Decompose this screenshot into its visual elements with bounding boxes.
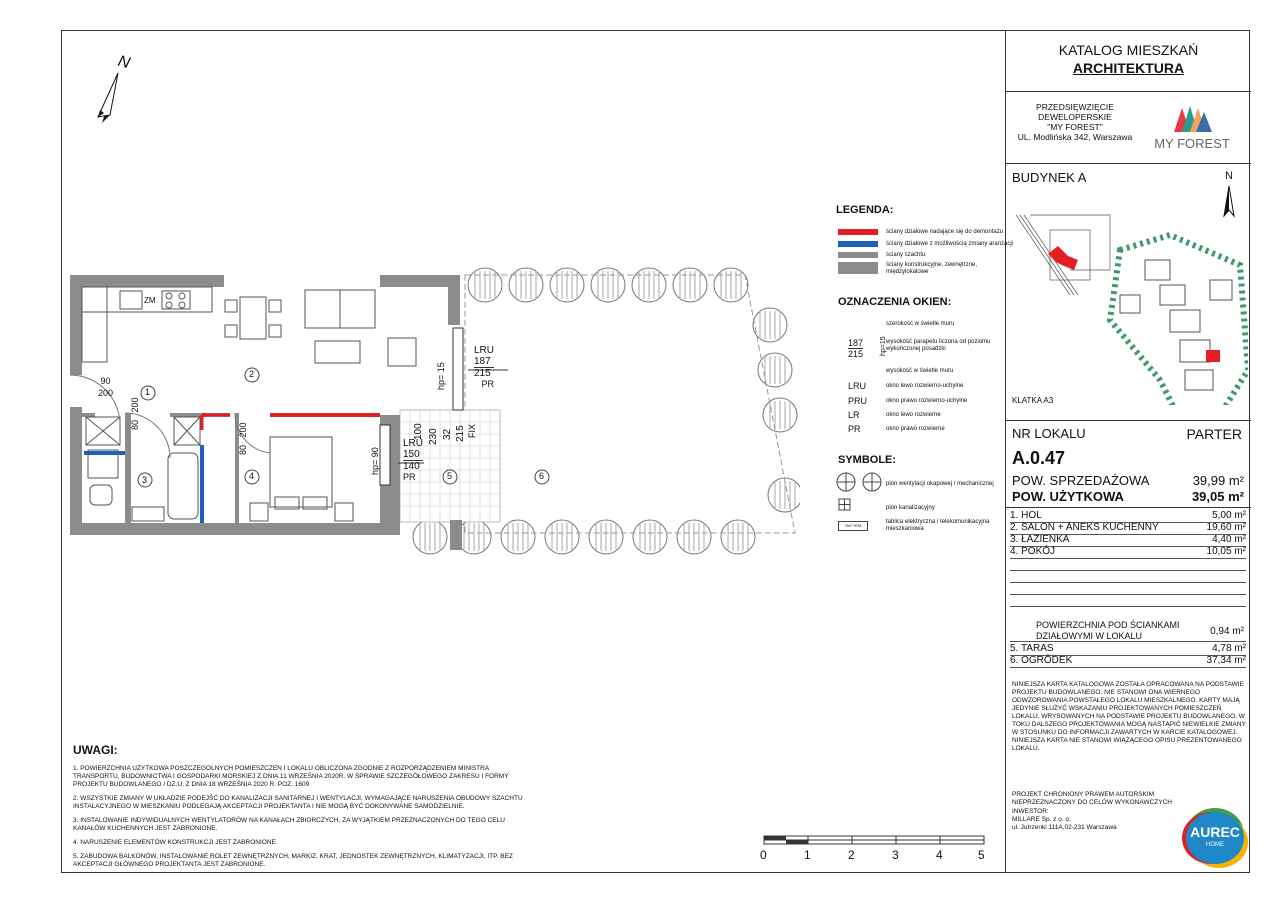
- legend-title: LEGENDA:: [836, 204, 894, 216]
- catalog-title: KATALOG MIESZKAŃ: [1058, 42, 1199, 58]
- window-code-pr-text: okno prawo rozwierne: [886, 426, 945, 432]
- outdoor-row: 6. OGRÓDEK 37,34 m²: [1010, 655, 1246, 666]
- note-1: 1. POWIERZCHNIA UŻYTKOWA POSZCZEGÓLNYCH POMIESZCZEŃ I LOKALU OBLICZONA ZGODNIE Z ROZPORZĄDZENIEM MINISTRA TRANSPORTU, BUDOWNICTWA I GOSPODARKI MORSKIEJ Z DNIA 11 WRZEŚNIA 2020R. W SPRAWIE SZCZEGÓŁOWEGO ZAKRESU I FORMY PROJEKTU BUDOWLANEGO / DZ.U. Z DNIA 18 WRZEŚNIA 2020 R. POZ. 1609: [73, 765, 509, 788]
- legend-swatch-blue: [838, 241, 878, 247]
- room-row: 1. HOL 5,00 m²: [1010, 510, 1246, 521]
- notes-list: [73, 765, 523, 871]
- my-forest-logo-icon: [1170, 104, 1214, 134]
- investor-info: INWESTOR: MILLARE Sp. z o. o. ul. Jutrzenki 111A,02-231 Warszawa: [1012, 808, 1117, 831]
- room-row-empty: [1010, 594, 1246, 607]
- window-code-lr-text: okno lewo rozwierne: [886, 412, 941, 418]
- window-code-lru-text: okno lewo rozwierno-uchylne: [886, 383, 964, 389]
- window-code-lru: LRU: [848, 381, 867, 391]
- usable-area-label: POW. UŻYTKOWA: [1012, 489, 1124, 504]
- fix-window-type: FIX: [467, 423, 477, 438]
- ventilation-icon: [836, 472, 886, 492]
- windows-title: OZNACZENIA OKIEN:: [838, 296, 952, 308]
- symbol-text-1: pion wentylacji okapowej / mechanicznej: [886, 481, 994, 487]
- note-2: 2. WSZYSTKIE ZMIANY W UKŁADZIE PODEJŚĆ DO KANALIZACJI SANITARNEJ I WENTYLACJI, WYMAGAJĄCE NARUSZENIA OBUDOWY SZACHTU INSTALACYJNEGO W MIESZKANIU PODLEGAJĄ AKCEPTACJI PROJEKTANTA I NIE MOGĄ BYĆ DOKONYWANE SAMODZIELNIE.: [73, 795, 523, 810]
- room-number-6: 6: [539, 471, 545, 481]
- window-sample: 187 215: [848, 338, 864, 359]
- sale-area-value: 39,99 m²: [1192, 473, 1244, 488]
- copyright-note: PROJEKT CHRONIONY PRAWEM AUTORSKIM NIEPRZEZNACZONY DO CELÓW WYKONAWCZYCH: [1012, 791, 1172, 806]
- legend-text-4: ściany konstrukcyjne, zewnętrzne, międzylokalowe: [886, 262, 978, 275]
- building-label: BUDYNEK A: [1012, 170, 1087, 185]
- scale-bar: [760, 834, 990, 850]
- legend-swatch-shaft: [838, 252, 878, 258]
- window-salon-label: LRU 187 215 PR: [474, 345, 495, 389]
- window-desc-1: szerokość w świetle muru: [886, 321, 955, 327]
- room-number-5: 5: [447, 471, 453, 481]
- note-3: 3. INSTALOWANIE INDYWIDUALNYCH WENTYLATORÓW NA KANAŁACH ZBIORCZYCH, ZA WYJĄTKIEM PRZEZNACZONYCH DO TEGO CELU KANAŁÓW KUCHENNYCH JEST ZABRONIONE.: [73, 817, 505, 832]
- north-arrow-icon: [80, 52, 150, 135]
- room-number-2: 2: [249, 369, 255, 379]
- partition-label: POWIERZCHNIA POD ŚCIANKAMI DZIAŁOWYMI W LOKALU: [1036, 620, 1180, 641]
- note-4: 4. NARUSZENIE ELEMENTÓW KONSTRUKCJI JEST ZABRONIONE.: [73, 839, 278, 846]
- my-forest-logo-text: MY FOREST: [1154, 136, 1230, 151]
- window-code-lr: LR: [848, 410, 860, 420]
- window-code-pru: PRU: [848, 396, 868, 406]
- fix-window-h2: 215: [455, 425, 466, 442]
- outdoor-row: 5. TARAS 4,78 m²: [1010, 643, 1246, 654]
- door-hol-dims: 90 200: [98, 376, 114, 398]
- note-5: 5. ZABUDOWA BALKONÓW, INSTALOWANIE ROLET ZEWNĘTRZNYCH, MARKIZ, KRAT, JEDNOSTEK ZEWNĘTRZNYCH, KLIMATYZACJI, ITP. BEZ AKCEPTACJI GŁÓWNEGO PROJEKTANTA JEST ZABRONIONE.: [73, 853, 513, 868]
- door-room-dims: 80 200: [238, 422, 248, 455]
- symbol-text-3: tablica elektryczna i telekomunikacyjna mieszkaniowa: [886, 519, 990, 532]
- kitchen-label: ZM: [144, 296, 156, 305]
- sewer-icon: [838, 498, 852, 512]
- room-row: 4. POKÓJ 10,05 m²: [1010, 546, 1246, 557]
- unit-number-label: NR LOKALU: [1012, 426, 1086, 441]
- legend-text-3: ściany szachtu: [886, 252, 926, 258]
- door-bath-dims: 80 200: [130, 397, 140, 430]
- window-sample-hp: hp=15: [880, 336, 887, 356]
- window-bed-top: 100: [413, 423, 424, 440]
- window-salon-hp: hp= 15: [436, 362, 446, 390]
- building-north-label: N: [1225, 170, 1233, 182]
- window-bed-hp: hp= 90: [370, 447, 380, 475]
- window-code-pr: PR: [848, 424, 861, 434]
- usable-area-value: 39,05 m²: [1191, 489, 1244, 504]
- window-bed-label: LRU 150 140 PR: [403, 438, 424, 482]
- legend-text-2: ściany działowe z możliwością zmiany aranżacji: [886, 241, 1014, 247]
- info-panel: [1005, 30, 1250, 873]
- site-map: [1010, 210, 1248, 405]
- room-number-3: 3: [142, 475, 148, 485]
- legend-swatch-structural: [838, 262, 878, 274]
- electric-panel-icon: TM+TEM: [838, 521, 868, 531]
- disclaimer: NINIEJSZA KARTA KATALOGOWA ZOSTAŁA OPRACOWANA NA PODSTAWIE PROJEKTU BUDOWLANEGO. NIE STANOWI ONA WIERNEGO ODWZOROWANIA POWSTAŁEGO LOKALU MIESZKALNEGO. KARTY MAJĄ JEDYNIE SŁUŻYĆ WSKAZANIU PROJEKTOWANYCH POMIESZCZEŃ LOKALU, WRYSOWANYCH NA PODSTAWIE PROJEKTU BUDOWLANEGO. W TOKU DALSZEGO PROJEKTOWANIA MOGĄ NASTĄPIĆ NIEWIELKIE ZMIANY W STOSUNKU DO INFORMACJI ZAWARTYCH W KARCIE KATALOGOWEJ. NINIEJSZA KARTA NIE STANOWI WIĄŻĄCEGO OPISU PREZENTOWANEGO LOKALU.: [1012, 681, 1246, 752]
- north-label: N: [116, 52, 132, 73]
- legend-swatch-red: [838, 229, 878, 235]
- unit-floor: PARTER: [1186, 426, 1242, 442]
- developer-info: PRZEDSIĘWZIĘCIE DEWELOPERSKIE "MY FOREST" UL. Modlińska 342, Warszawa: [1017, 102, 1133, 142]
- symbols-title: SYMBOLE:: [838, 454, 897, 466]
- room-row: 2. SALON + ANEKS KUCHENNY 19,60 m²: [1010, 522, 1246, 533]
- window-desc-2: wysokość parapetu liczona od poziomu wykończonej posadzki: [886, 339, 991, 352]
- room-row: 3. ŁAZIENKA 4,40 m²: [1010, 534, 1246, 545]
- partition-area: 0,94 m²: [1210, 626, 1244, 637]
- catalog-subtitle: ARCHITEKTURA: [1072, 60, 1185, 76]
- window-desc-3: wysokość w świetle muru: [886, 368, 954, 374]
- room-number-4: 4: [249, 471, 255, 481]
- sale-area-label: POW. SPRZEDAŻOWA: [1012, 473, 1150, 488]
- room-number-1: 1: [145, 387, 151, 397]
- unit-number: A.0.47: [1012, 448, 1066, 468]
- window-code-pru-text: okno prawo rozwierno-uchylne: [886, 398, 968, 404]
- symbol-text-2: pion kanalizacyjny: [886, 505, 935, 511]
- notes-title: UWAGI:: [73, 743, 118, 757]
- fix-window-h: 32: [442, 428, 453, 440]
- legend-text-1: ściany działowe nadające się do demontażu: [886, 229, 1004, 235]
- stair-label: KLATKA A3: [1012, 396, 1054, 405]
- floor-plan: [70, 265, 800, 565]
- aurec-logo-icon: AUREC HOME: [1186, 812, 1244, 864]
- fix-window-w: 230: [428, 428, 439, 445]
